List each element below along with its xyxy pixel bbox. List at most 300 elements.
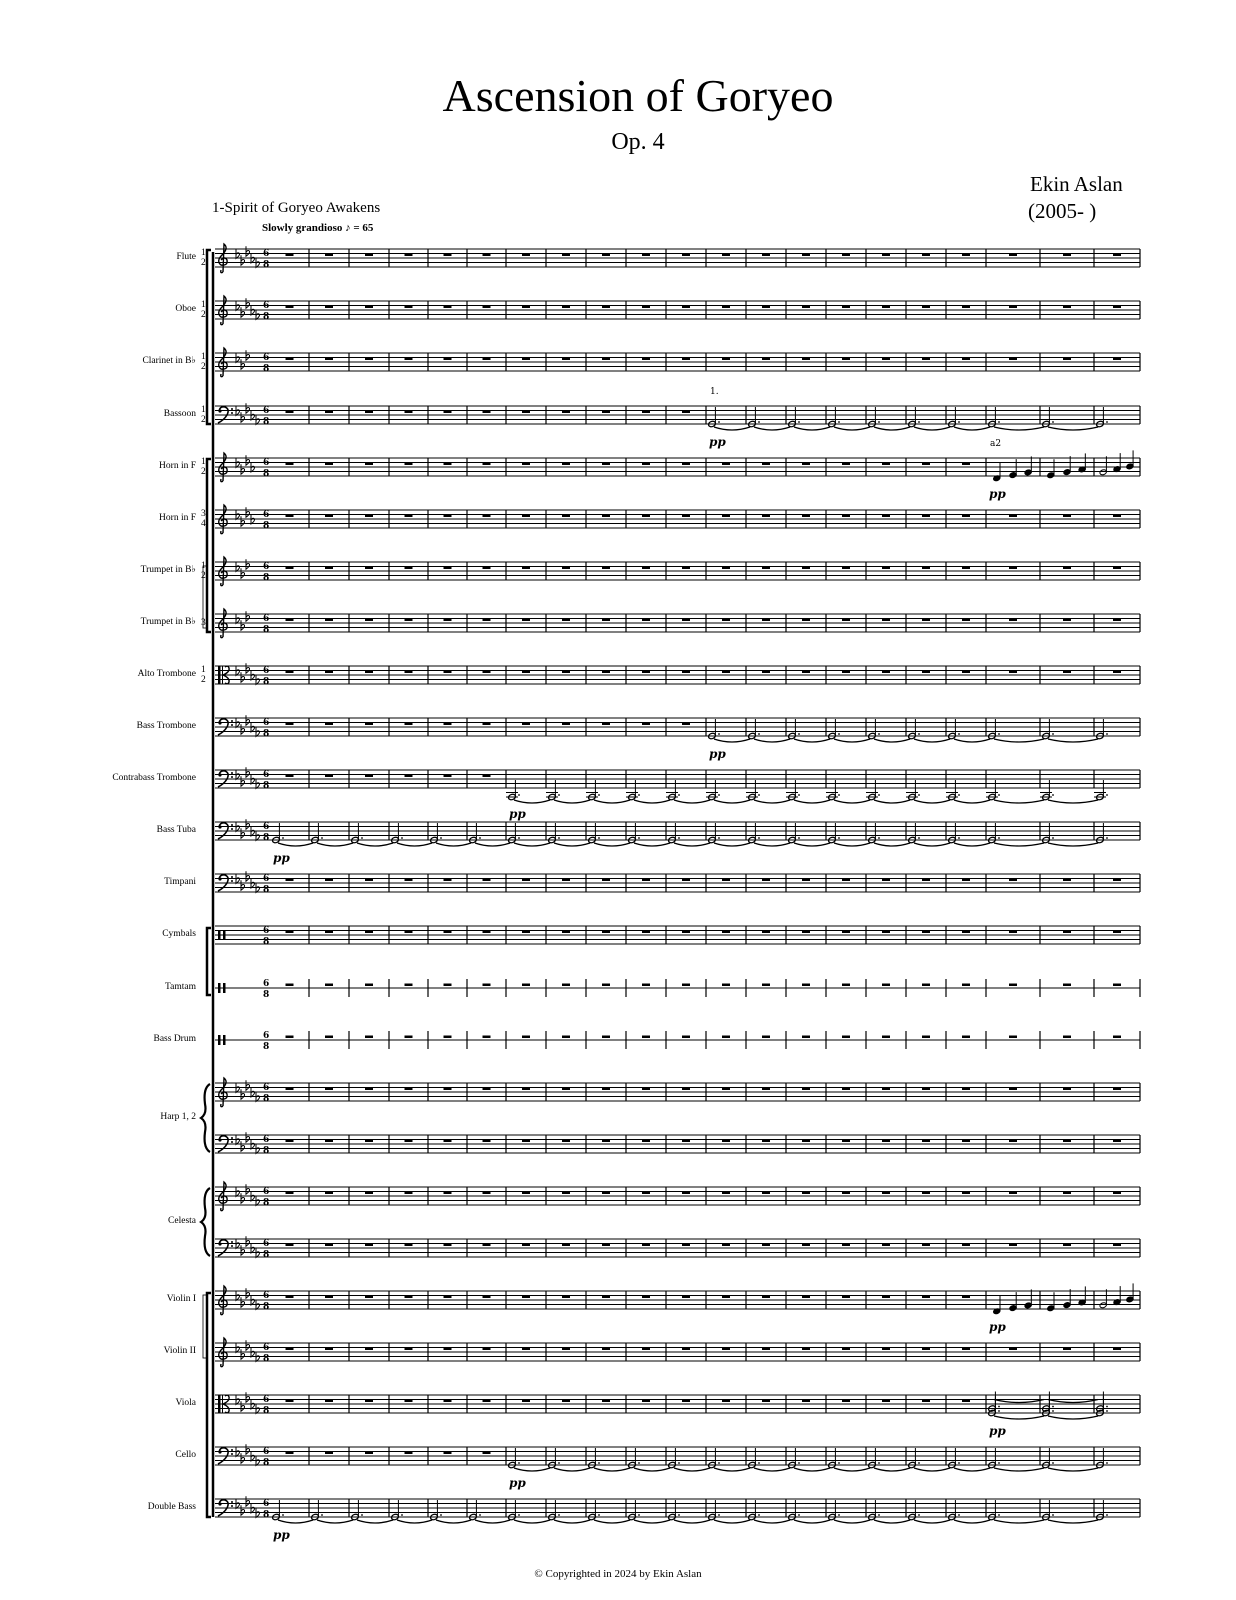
instrument-label: Cymbals (162, 929, 196, 939)
whole-rest-icon (842, 515, 850, 518)
whole-rest-icon (562, 1140, 570, 1143)
whole-rest-icon (722, 984, 730, 987)
whole-rest-icon (642, 358, 650, 361)
whole-rest-icon (1063, 984, 1071, 987)
whole-rest-icon (1063, 1036, 1071, 1039)
whole-rest-icon (405, 1400, 413, 1403)
staff (215, 926, 1140, 944)
time-signature-denominator: 8 (263, 1042, 270, 1052)
percussion-clef-icon (218, 983, 221, 993)
player-number: 2 (201, 258, 206, 268)
whole-rest-icon (922, 879, 930, 882)
whole-rest-icon (325, 306, 333, 309)
whole-rest-icon (842, 306, 850, 309)
augmentation-dot (598, 837, 600, 839)
whole-rest-icon (325, 619, 333, 622)
augmentation-dot (798, 1514, 800, 1516)
whole-rest-icon (522, 515, 530, 518)
augmentation-dot (479, 1514, 481, 1516)
whole-rest-icon (882, 1296, 890, 1299)
dynamic-marking: pp (989, 1424, 1006, 1438)
tie (634, 800, 670, 803)
whole-rest-icon (522, 1140, 530, 1143)
whole-rest-icon (682, 567, 690, 570)
whole-rest-icon (365, 1296, 373, 1299)
whole-rest-icon (522, 931, 530, 934)
whole-rest-icon (562, 306, 570, 309)
whole-rest-icon (1113, 254, 1121, 257)
staff (215, 614, 1140, 632)
augmentation-dot (401, 1514, 403, 1516)
augmentation-dot (1052, 733, 1054, 735)
whole-rest-icon (762, 567, 770, 570)
tie (475, 843, 510, 846)
whole-rest-icon (444, 879, 452, 882)
whole-rest-icon (762, 254, 770, 257)
tie (874, 843, 910, 846)
whole-rest-icon (1063, 879, 1071, 882)
whole-rest-icon (922, 1400, 930, 1403)
whole-rest-icon (1009, 671, 1017, 674)
whole-rest-icon (842, 358, 850, 361)
whole-rest-icon (842, 1088, 850, 1091)
whole-rest-icon (522, 411, 530, 414)
augmentation-dot (838, 421, 840, 423)
copyright-notice: © Copyrighted in 2024 by Ekin Aslan (534, 1568, 702, 1580)
augmentation-dot (518, 837, 520, 839)
whole-rest-icon (922, 671, 930, 674)
flat-icon (241, 672, 245, 682)
augmentation-dot (958, 837, 960, 839)
whole-rest-icon (842, 984, 850, 987)
augmentation-dot (918, 794, 920, 796)
treble-clef-icon (219, 453, 227, 482)
augmentation-dot (758, 1462, 760, 1464)
augmentation-dot (440, 837, 442, 839)
augmentation-dot (678, 1514, 680, 1516)
augmentation-dot (758, 1514, 760, 1516)
augmentation-dot (558, 1462, 560, 1464)
whole-rest-icon (325, 254, 333, 257)
whole-rest-icon (762, 619, 770, 622)
instrument-label: Double Bass (147, 1502, 196, 1512)
whole-rest-icon (602, 1244, 610, 1247)
whole-rest-icon (962, 984, 970, 987)
whole-rest-icon (962, 1140, 970, 1143)
time-signature-denominator: 8 (263, 990, 270, 1000)
instrument-label: Bassoon (163, 409, 196, 419)
whole-rest-icon (722, 463, 730, 466)
whole-rest-icon (405, 1192, 413, 1195)
staff (215, 979, 1140, 997)
tie (278, 1520, 313, 1523)
flat-icon (241, 568, 245, 578)
whole-rest-icon (642, 1348, 650, 1351)
augmentation-dot (1106, 837, 1108, 839)
whole-rest-icon (444, 1140, 452, 1143)
whole-rest-icon (1009, 1088, 1017, 1091)
whole-rest-icon (286, 931, 294, 934)
whole-rest-icon (483, 411, 491, 414)
tie (754, 427, 790, 430)
time-signature-numerator: 6 (263, 1395, 270, 1405)
instrument-label: Viola (175, 1398, 196, 1408)
time-signature-numerator: 6 (263, 874, 270, 884)
tie (994, 843, 1044, 846)
augmentation-dot (678, 794, 680, 796)
whole-rest-icon (325, 411, 333, 414)
whole-rest-icon (642, 1088, 650, 1091)
whole-rest-icon (1009, 306, 1017, 309)
whole-rest-icon (365, 1244, 373, 1247)
instrument-label: Tamtam (165, 982, 196, 992)
augmentation-dot (718, 733, 720, 735)
player-number: 1 (201, 248, 206, 258)
whole-rest-icon (642, 984, 650, 987)
whole-rest-icon (842, 1244, 850, 1247)
flat-icon (241, 776, 245, 786)
whole-rest-icon (325, 567, 333, 570)
whole-rest-icon (562, 1400, 570, 1403)
whole-rest-icon (922, 358, 930, 361)
whole-rest-icon (842, 1140, 850, 1143)
whole-rest-icon (325, 1452, 333, 1455)
whole-rest-icon (962, 567, 970, 570)
whole-rest-icon (405, 567, 413, 570)
brace-icon (201, 1084, 210, 1152)
tie (794, 1520, 830, 1523)
whole-rest-icon (802, 358, 810, 361)
flat-icon (246, 663, 250, 673)
augmentation-dot (958, 794, 960, 796)
whole-rest-icon (682, 254, 690, 257)
whole-rest-icon (802, 1400, 810, 1403)
augmentation-dot (878, 1462, 880, 1464)
whole-rest-icon (325, 1348, 333, 1351)
composer-dates: (2005- ) (1028, 199, 1097, 223)
whole-rest-icon (882, 358, 890, 361)
whole-rest-icon (962, 619, 970, 622)
whole-rest-icon (682, 1296, 690, 1299)
whole-rest-icon (1063, 1192, 1071, 1195)
whole-rest-icon (286, 1036, 294, 1039)
whole-rest-icon (1113, 984, 1121, 987)
whole-rest-icon (962, 671, 970, 674)
time-signature-numerator: 6 (263, 1239, 270, 1249)
whole-rest-icon (522, 619, 530, 622)
instrument-label: Clarinet in B♭ (142, 356, 196, 366)
augmentation-dot (878, 837, 880, 839)
flat-icon (246, 611, 250, 621)
whole-rest-icon (722, 1348, 730, 1351)
bass-clef-icon (218, 825, 221, 828)
whole-rest-icon (802, 1088, 810, 1091)
time-signature-denominator: 8 (263, 1250, 270, 1260)
whole-rest-icon (365, 671, 373, 674)
tie (674, 800, 710, 803)
whole-rest-icon (802, 879, 810, 882)
augmentation-dot (718, 837, 720, 839)
whole-rest-icon (444, 1400, 452, 1403)
player-number: 1 (201, 300, 206, 310)
flat-icon (246, 246, 250, 256)
treble-clef-icon (219, 1338, 227, 1367)
whole-rest-icon (802, 1192, 810, 1195)
time-signature-denominator: 8 (263, 1094, 270, 1104)
flat-icon (246, 298, 250, 308)
augmentation-dot (958, 1514, 960, 1516)
whole-rest-icon (762, 1192, 770, 1195)
augmentation-dot (798, 837, 800, 839)
opus-number: Op. 4 (611, 129, 665, 155)
augmentation-dot (361, 837, 363, 839)
whole-rest-icon (602, 931, 610, 934)
whole-rest-icon (522, 1348, 530, 1351)
whole-rest-icon (722, 567, 730, 570)
whole-rest-icon (1009, 931, 1017, 934)
staff (215, 1291, 1140, 1309)
whole-rest-icon (405, 1348, 413, 1351)
tie (754, 843, 790, 846)
augmentation-dot (958, 1462, 960, 1464)
whole-rest-icon (682, 723, 690, 726)
flat-icon (246, 403, 250, 413)
whole-rest-icon (562, 931, 570, 934)
whole-rest-icon (365, 984, 373, 987)
whole-rest-icon (1113, 1192, 1121, 1195)
whole-rest-icon (682, 1400, 690, 1403)
whole-rest-icon (842, 879, 850, 882)
whole-rest-icon (642, 619, 650, 622)
whole-rest-icon (722, 1244, 730, 1247)
whole-rest-icon (802, 1296, 810, 1299)
instrument-label: Trumpet in B♭ (140, 565, 196, 575)
whole-rest-icon (602, 463, 610, 466)
augmentation-dot (918, 1462, 920, 1464)
time-signature-numerator: 6 (263, 301, 270, 311)
whole-rest-icon (762, 931, 770, 934)
whole-rest-icon (642, 515, 650, 518)
tie (914, 739, 950, 742)
whole-rest-icon (444, 1192, 452, 1195)
tie (1048, 427, 1098, 430)
tie (794, 427, 830, 430)
whole-rest-icon (602, 358, 610, 361)
tie (714, 843, 750, 846)
whole-rest-icon (842, 1192, 850, 1195)
whole-rest-icon (882, 1088, 890, 1091)
staff (215, 353, 1140, 371)
whole-rest-icon (882, 1140, 890, 1143)
whole-rest-icon (842, 1296, 850, 1299)
augmentation-dot (321, 837, 323, 839)
whole-rest-icon (1009, 619, 1017, 622)
augmentation-dot (838, 1462, 840, 1464)
time-signature-numerator: 6 (263, 249, 270, 259)
bass-clef-dot (231, 408, 233, 410)
whole-rest-icon (1009, 567, 1017, 570)
augmentation-dot (1106, 733, 1108, 735)
augmentation-dot (1106, 1410, 1108, 1412)
augmentation-dot (638, 837, 640, 839)
augmentation-dot (1052, 837, 1054, 839)
whole-rest-icon (286, 1088, 294, 1091)
whole-rest-icon (762, 306, 770, 309)
whole-rest-icon (444, 723, 452, 726)
whole-rest-icon (962, 463, 970, 466)
whole-rest-icon (483, 671, 491, 674)
whole-rest-icon (602, 879, 610, 882)
whole-rest-icon (325, 1244, 333, 1247)
augmentation-dot (798, 421, 800, 423)
whole-rest-icon (762, 1088, 770, 1091)
whole-rest-icon (444, 411, 452, 414)
time-signature-denominator: 8 (263, 937, 270, 947)
augmentation-dot (998, 1462, 1000, 1464)
augmentation-dot (1052, 1514, 1054, 1516)
tie (357, 1520, 393, 1523)
time-signature-numerator: 6 (263, 1447, 270, 1457)
time-signature-numerator: 6 (263, 718, 270, 728)
staff (215, 562, 1140, 580)
augmentation-dot (838, 837, 840, 839)
whole-rest-icon (642, 463, 650, 466)
whole-rest-icon (762, 515, 770, 518)
whole-rest-icon (1063, 567, 1071, 570)
whole-rest-icon (682, 515, 690, 518)
whole-rest-icon (562, 411, 570, 414)
whole-rest-icon (444, 619, 452, 622)
whole-rest-icon (602, 1296, 610, 1299)
whole-rest-icon (722, 879, 730, 882)
whole-rest-icon (682, 306, 690, 309)
whole-rest-icon (1113, 358, 1121, 361)
tie (1048, 843, 1098, 846)
time-signature-denominator: 8 (263, 1198, 270, 1208)
whole-rest-icon (444, 1036, 452, 1039)
whole-rest-icon (642, 306, 650, 309)
whole-rest-icon (444, 1244, 452, 1247)
whole-rest-icon (762, 1244, 770, 1247)
whole-rest-icon (365, 1452, 373, 1455)
whole-rest-icon (802, 1244, 810, 1247)
augmentation-dot (998, 1514, 1000, 1516)
whole-rest-icon (365, 723, 373, 726)
tie (874, 1468, 910, 1471)
time-signature-denominator: 8 (263, 312, 270, 322)
tie (594, 1468, 630, 1471)
whole-rest-icon (682, 984, 690, 987)
alto-clef-icon (222, 666, 223, 684)
brace-icon (201, 1188, 210, 1256)
whole-rest-icon (444, 1348, 452, 1351)
tie (514, 843, 550, 846)
whole-rest-icon (562, 1348, 570, 1351)
whole-rest-icon (483, 984, 491, 987)
whole-rest-icon (522, 306, 530, 309)
time-signature-denominator: 8 (263, 469, 270, 479)
whole-rest-icon (722, 1036, 730, 1039)
tie (317, 1520, 353, 1523)
whole-rest-icon (1113, 879, 1121, 882)
time-signature-denominator: 8 (263, 260, 270, 270)
whole-rest-icon (405, 879, 413, 882)
whole-rest-icon (444, 1296, 452, 1299)
flat-icon (241, 1193, 245, 1203)
whole-rest-icon (325, 775, 333, 778)
bass-clef-dot (231, 772, 233, 774)
tie (954, 843, 990, 846)
augmentation-dot (758, 733, 760, 735)
augmentation-dot (838, 1514, 840, 1516)
bass-clef-dot (231, 880, 233, 882)
tie (754, 1520, 790, 1523)
staff (215, 458, 1140, 476)
whole-rest-icon (682, 1192, 690, 1195)
whole-rest-icon (483, 1400, 491, 1403)
staff (215, 1343, 1140, 1361)
augmentation-dot (1106, 1406, 1108, 1408)
tie (714, 1468, 750, 1471)
flat-icon (241, 516, 245, 526)
player-number: 2 (201, 362, 206, 372)
augmentation-dot (282, 837, 284, 839)
percussion-clef-icon (223, 930, 226, 940)
time-signature-numerator: 6 (263, 666, 270, 676)
augmentation-dot (1106, 794, 1108, 796)
whole-rest-icon (562, 723, 570, 726)
whole-rest-icon (962, 931, 970, 934)
whole-rest-icon (562, 515, 570, 518)
bass-clef-icon (218, 1242, 221, 1245)
whole-rest-icon (405, 1296, 413, 1299)
whole-rest-icon (405, 931, 413, 934)
whole-rest-icon (483, 463, 491, 466)
whole-rest-icon (802, 619, 810, 622)
whole-rest-icon (642, 567, 650, 570)
time-signature-denominator: 8 (263, 677, 270, 687)
instrument-label: Bass Trombone (136, 721, 196, 731)
whole-rest-icon (922, 1348, 930, 1351)
bass-clef-dot (231, 720, 233, 722)
tie (674, 1520, 710, 1523)
tie (834, 1520, 870, 1523)
whole-rest-icon (325, 1192, 333, 1195)
whole-rest-icon (882, 931, 890, 934)
tie (1048, 739, 1098, 742)
whole-rest-icon (365, 879, 373, 882)
dynamic-marking: pp (509, 1476, 526, 1490)
bass-clef-dot (231, 724, 233, 726)
whole-rest-icon (483, 619, 491, 622)
movement-title: 1-Spirit of Goryeo Awakens (212, 200, 381, 216)
whole-rest-icon (483, 1036, 491, 1039)
flat-icon (246, 1184, 250, 1194)
whole-rest-icon (405, 1088, 413, 1091)
flat-icon (246, 455, 250, 465)
time-signature-denominator: 8 (263, 1354, 270, 1364)
time-signature-denominator: 8 (263, 417, 270, 427)
augmentation-dot (678, 1462, 680, 1464)
whole-rest-icon (642, 411, 650, 414)
whole-rest-icon (682, 931, 690, 934)
whole-rest-icon (922, 1296, 930, 1299)
time-signature-numerator: 6 (263, 614, 270, 624)
whole-rest-icon (286, 1192, 294, 1195)
whole-rest-icon (962, 1088, 970, 1091)
time-signature-numerator: 6 (263, 353, 270, 363)
instrument-label: Alto Trombone (137, 669, 196, 679)
